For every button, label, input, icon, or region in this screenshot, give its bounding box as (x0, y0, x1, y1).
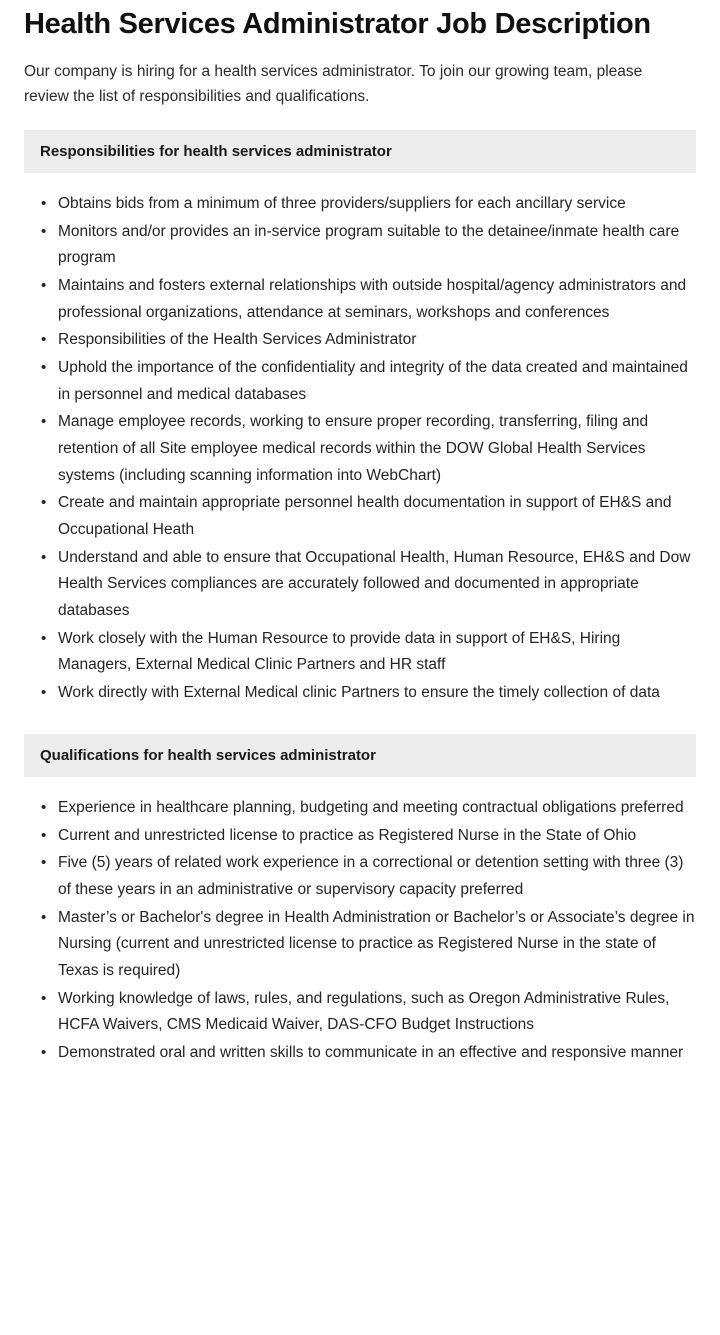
responsibilities-section (24, 130, 696, 722)
list-item: • Maintains and fosters external relationships with outside hospital/agency administrators and professional organizations, attendance at seminars, workshops and conferences (24, 273, 696, 326)
list-item: • Monitors and/or provides an in-service program suitable to the detainee/inmate health care program (24, 219, 696, 272)
section-divider (24, 726, 696, 734)
list-item: • Work closely with the Human Resource to provide data in support of EH&S, Hiring Managers, External Medical Clinic Partners and HR staff (24, 626, 696, 679)
list-item: • Demonstrated oral and written skills to communicate in an effective and responsive manner (24, 1040, 696, 1067)
list-item: • Uphold the importance of the confidentiality and integrity of the data created and maintained in personnel and medical databases (24, 355, 696, 408)
list-item: • Create and maintain appropriate personnel health documentation in support of EH&S and Occupational Heath (24, 490, 696, 543)
list-item: • Working knowledge of laws, rules, and regulations, such as Oregon Administrative Rules, HCFA Waivers, CMS Medicaid Waiver, DAS-CFO Budget Instructions (24, 986, 696, 1039)
list-item: • Obtains bids from a minimum of three providers/suppliers for each ancillary service (24, 191, 696, 218)
list-item: • Responsibilities of the Health Services Administrator (24, 327, 696, 354)
list-item: • Five (5) years of related work experience in a correctional or detention setting with three (3) of these years in an administrative or supervisory capacity preferred (24, 850, 696, 903)
intro-paragraph: Our company is hiring for a health services administrator. To join our growing team, please review the list of responsibilities and qualifications. (24, 63, 643, 106)
qualifications-heading: Qualifications for health services administrator (24, 734, 696, 778)
list-item: • Current and unrestricted license to practice as Registered Nurse in the State of Ohio (24, 823, 696, 850)
job-description-page (0, 8, 720, 1106)
page-title: Health Services Administrator Job Description (24, 8, 651, 40)
list-item: • Manage employee records, working to ensure proper recording, transferring, filing and retention of all Site employee medical records within the DOW Global Health Services systems (including scanning information into WebChart) (24, 409, 696, 489)
responsibilities-list (24, 173, 696, 721)
responsibilities-heading: Responsibilities for health services administrator (24, 130, 696, 174)
list-item: • Understand and able to ensure that Occupational Health, Human Resource, EH&S and Dow Health Services compliances are accurately followed and documented in appropriate databases (24, 545, 696, 625)
list-item: • Experience in healthcare planning, budgeting and meeting contractual obligations preferred (24, 795, 696, 822)
qualifications-section (24, 734, 696, 1082)
list-item: • Work directly with External Medical clinic Partners to ensure the timely collection of data (24, 680, 696, 707)
qualifications-list (24, 777, 696, 1082)
list-item: • Master’s or Bachelor's degree in Health Administration or Bachelor’s or Associate’s degree in Nursing (current and unrestricted license to practice as Registered Nurse in the state of Texas is required) (24, 905, 696, 985)
